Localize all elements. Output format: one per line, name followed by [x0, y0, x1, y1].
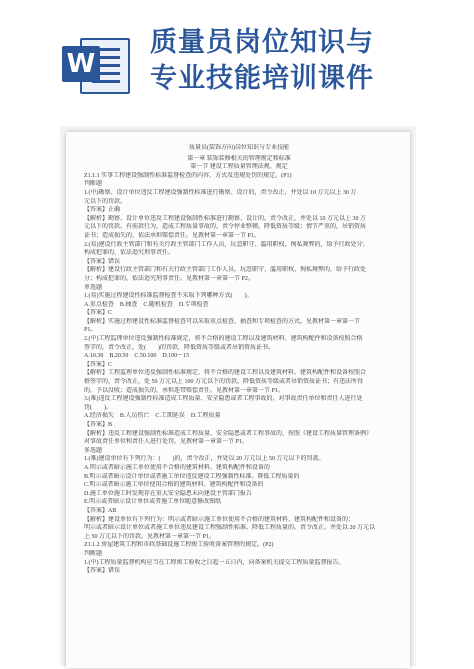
doc-line: 【答案】错误 [84, 568, 121, 575]
doc-lines [84, 172, 394, 576]
doc-line: 2.(易)建设行政主管部门和有关行政主管部门工作人员，玩忽职守、滥用职权、徇私舞弊的，给予行政处分； [84, 241, 369, 248]
doc-line: 明示或者暗示设计单位或者施工单位违反建设工程强制性标准，降低工程质量的。责令改正，并处以 20 万元以 [84, 525, 376, 532]
doc-line: 的，予以没收；造成损失的，承担连带赔偿责任。见教材第一章第一节 P1。 [84, 387, 284, 394]
doc-line: 1.(中)工程质量监督机构应当在工程竣工验收之日起一五日内，向备案机关提交工程质量监督报告。 [84, 559, 345, 566]
document-body [84, 144, 394, 576]
banner-title-line1: 质量员岗位知识与 [150, 27, 374, 58]
word-logo-letter: W [62, 46, 100, 82]
document-page[interactable] [66, 132, 410, 668]
doc-line: A.10.30 B.20.50 C.50.100 D.100～15 [84, 353, 190, 360]
doc-line: 1.(难)建设单位有下列行为：( )的，责令改正，并处以 20 万元以上 50 万元以下的罚款。 [84, 456, 325, 463]
doc-line: 2.(中)工程监理单位违反强制性标准规定，将不合格的建设工程以及建筑材料、建筑构配件和设备按照合格 [84, 336, 363, 343]
doc-line: 上 50 万元以下的罚款。见教材第一章第一节 P1。 [84, 533, 215, 540]
doc-line: A.明示或者暗示施工单位使用不合格的建筑材料、建筑构配件和设备的 [84, 464, 270, 471]
banner-title-line2: 专业技能培训课件 [150, 63, 374, 94]
doc-line: 【解析】违反工程建设强制性标准造成工程质量、安全隐患或者工程事故的，按照《建设工程质量管理条例》 [84, 430, 373, 437]
doc-line: 元以下的罚款。有前款行为，造成工程质量事故的，责令停业整顿，降低资质等级；情节严重的，吊销资质 [84, 224, 367, 231]
doc-line: Z1.1.1 实事工程建设强制性标准监督检查的内容、方式及违规处罚的规定。(P1) [84, 172, 292, 179]
doc-line: 【解析】勘察、设计单位违反工程建设强制性标准进行勘察、设计的，责令改正，并处以 10 万元以上 30 万 [84, 215, 367, 222]
doc-line: 对事故责任单位和责任人进行处罚。见教材第一章第一节 P1。 [84, 439, 248, 446]
doc-line: 1.(中)勘察、设计单位违反工程建设强制性标准进行勘察、设计的，责令改正，并处以 10 万元以上 30 万 [84, 189, 357, 196]
doc-line: B.明示或者暗示设计单位或者施工单位违反建设工程强制性标准、降低工程质量的 [84, 473, 300, 480]
doc-section: 第一节 建设工程质量管理法规、规定 [190, 164, 288, 171]
doc-line: 【解析】建设行政主管部门和有关行政主管部门工作人员，玩忽职守、滥用职权、徇私舞弊的，给予行政处 [84, 267, 367, 274]
doc-line: 签字的，责令改正，处( )的罚款，降低资质等级或者吊销资质证书。 [84, 344, 274, 351]
doc-line: C.明示或者暗示施工单位使用合格的建筑材料、建筑构配件和设备的 [84, 482, 264, 489]
doc-chapter: 第一章 装饰装修相关的管理规定和标准 [187, 155, 291, 162]
doc-line: 【答案】B [84, 422, 113, 428]
doc-line: E.明示或者暗示设计单位或者施工单位随意修改图纸 [84, 499, 222, 506]
word-document-icon [62, 34, 128, 94]
doc-line: A.经济损失 B.人员伤亡 C.工期延误 D.工程质量 [84, 413, 221, 420]
doc-line: P1。 [84, 327, 97, 334]
doc-line: 【答案】AB [84, 507, 117, 514]
doc-line: 【答案】C [84, 361, 113, 368]
doc-line: A.重点检查 B.抽查 C.随机检查 D.专项检查 [84, 301, 209, 308]
doc-line: 【答案】错误 [84, 258, 121, 265]
doc-line: 【解析】建设单位有下列行为：明示或者暗示施工单位使用不合格的建筑材料、建筑构配件和设备的； [84, 516, 355, 523]
doc-line: 单选题 [84, 284, 103, 291]
doc-line: 3.(难)违反工程建设强制性标准造成工程质量、安全隐患或者工程事故的，对事故责任单位和责任人进行处 [84, 396, 363, 403]
doc-line: 判断题 [84, 550, 103, 557]
doc-line: 判断题 [84, 181, 103, 188]
doc-line: 分；构成犯罪的，依法追究刑事责任。见教材第一章第一节 P2。 [84, 275, 254, 282]
doc-line: 格签字的，责令改正，处 50 万元以上 100 万元以下的罚款，降低资质等级或者吊销资质证书；有违法所得 [84, 379, 364, 386]
doc-line: 【答案】C [84, 310, 113, 317]
title-banner [0, 0, 474, 118]
doc-heading: 质量员(装饰方向)岗位知识与专业技能 [189, 145, 289, 151]
doc-line: 多选题 [84, 447, 103, 454]
doc-line: D.施工单位施工时发现存在重大安全隐患未向建设主管部门报告 [84, 490, 252, 497]
doc-line: 【解析】实施过程建设性标准监督检查可以采取重点检查、抽查和专项检查的方式。见教材第一章第一节 [84, 318, 361, 325]
document-preview-area [60, 126, 416, 666]
doc-line: 【答案】正确 [84, 207, 121, 214]
doc-line: 罚( )。 [84, 404, 112, 411]
doc-line: 证书；造成损失的，依法承担赔偿责任。见教材第一章第一节 P1。 [84, 232, 260, 239]
doc-line: 【解析】工程监理单位违反强制性标准规定，将不合格的建设工程以及建筑材料、建筑构配件和设备按照合 [84, 370, 367, 377]
doc-line: Z1.1.2 房屋建筑工程和市政基础设施工程竣工验收备案管理的规定。(P2) [84, 542, 274, 549]
doc-line: 1.(易)实施过程建设性标准监督检查不采取下列哪种方式( )。 [84, 293, 253, 300]
doc-line: 元以下的罚款。 [84, 198, 127, 205]
doc-line: 构成犯罪的，依法追究刑事责任。 [84, 250, 175, 257]
